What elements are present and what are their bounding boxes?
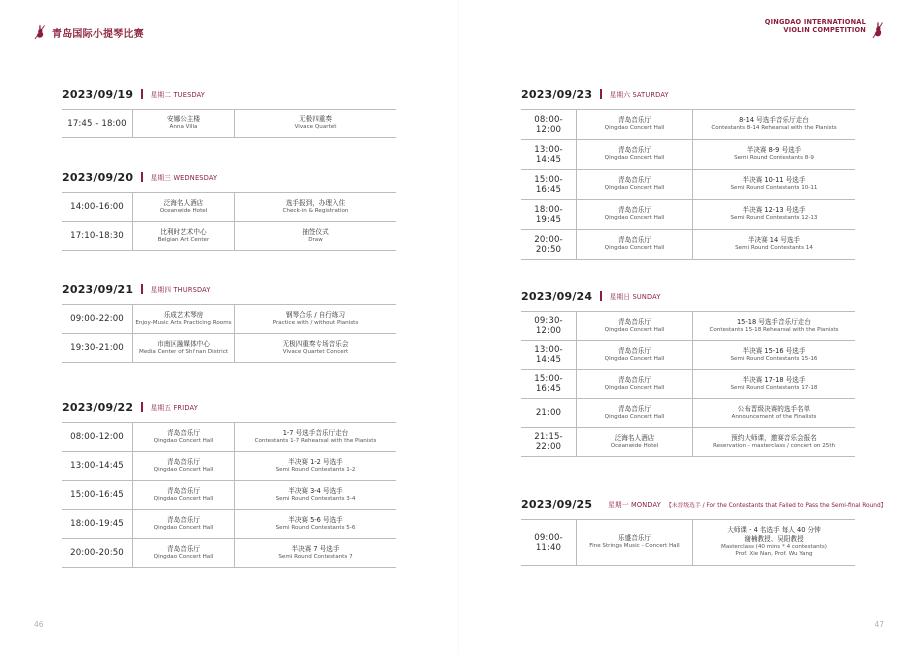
event-cn: 8-14 号选手音乐厅走台 (739, 116, 809, 125)
venue-en: Qingdao Concert Hall (604, 326, 665, 333)
time-cell (62, 481, 132, 509)
day-block-0925 (521, 496, 887, 566)
table-row (62, 510, 396, 539)
venue-cn: 青岛音乐厅 (618, 375, 651, 384)
table-row (62, 481, 396, 510)
violin-logo-icon (34, 24, 46, 40)
event-cell (692, 370, 855, 398)
divider (600, 291, 602, 301)
event-cn: 半决赛 15-16 号选手 (742, 346, 806, 355)
event-cell (234, 222, 396, 250)
schedule-table (62, 192, 396, 251)
venue-cn: 乐成艺术琴房 (163, 310, 204, 319)
event-cn: 抽签仪式 (302, 227, 329, 236)
venue-en: Qingdao Concert Hall (604, 384, 665, 391)
venue-cn: 青岛音乐厅 (167, 544, 200, 553)
event-en: Masterclass (40 mins * 4 contestants) (721, 543, 827, 550)
venue-cn: 青岛音乐厅 (618, 346, 651, 355)
venue-en: Qingdao Concert Hall (604, 185, 665, 192)
table-row (521, 200, 855, 230)
event-cn: 半决赛 1-2 号选手 (288, 457, 343, 466)
venue-cell (576, 200, 692, 229)
table-row (521, 370, 855, 399)
day-block-0923 (521, 86, 855, 260)
event-cn-secondary: 谢楠教授、吴阳教授 (744, 534, 804, 543)
venue-cell (132, 452, 234, 480)
time-text: 20:00-20:50 (534, 234, 563, 255)
time-text: 18:00-19:45 (70, 519, 124, 529)
event-cell (692, 230, 855, 259)
venue-cell (132, 539, 234, 567)
day-block-0919 (62, 86, 396, 138)
time-text: 08:00-12:00 (534, 114, 563, 135)
time-cell (62, 452, 132, 480)
schedule-table (521, 519, 855, 566)
table-row (521, 428, 855, 457)
venue-en: Enjoy-Music Arts Practicing Rooms (135, 319, 232, 326)
venue-cn: 青岛音乐厅 (618, 116, 651, 125)
event-cn: 半决赛 10-11 号选手 (742, 176, 806, 185)
event-cell (234, 423, 396, 451)
day-date: 2023/09/25 (521, 497, 593, 511)
venue-cn: 乐盛音乐厅 (618, 534, 651, 543)
day-date: 2023/09/19 (62, 87, 134, 101)
divider (141, 284, 143, 294)
venue-en: Qingdao Concert Hall (604, 413, 665, 420)
day-date: 2023/09/22 (62, 400, 134, 414)
time-text: 15:00-16:45 (70, 490, 124, 500)
event-cell (692, 520, 855, 565)
day-weekday: 星期五 FRIDAY (150, 404, 198, 412)
day-weekday: 星期二 TUESDAY (150, 91, 206, 99)
time-cell (521, 399, 576, 427)
event-en: Semi Round Contestants 7 (278, 553, 353, 560)
venue-en: Belgian Art Center (157, 236, 210, 243)
venue-cell (132, 481, 234, 509)
event-cn: 15-18 号选手音乐厅走台 (736, 317, 811, 326)
venue-cn: 青岛音乐厅 (618, 206, 651, 215)
brand-header-left (34, 24, 144, 40)
venue-en: Qingdao Concert Hall (153, 437, 214, 444)
day-weekday: 星期六 SATURDAY (609, 91, 669, 99)
header-title-line: QINGDAO INTERNATIONAL (764, 18, 866, 26)
time-text: 20:00-20:50 (70, 548, 124, 558)
time-cell (521, 230, 576, 259)
event-en: Draw (308, 236, 323, 243)
divider (141, 402, 143, 412)
venue-cn: 青岛音乐厅 (618, 317, 651, 326)
venue-en: Qingdao Concert Hall (153, 466, 214, 473)
brand-header-right (765, 18, 884, 39)
event-cell (234, 510, 396, 538)
event-en-secondary: Prof. Xie Nan, Prof. Wu Yang (735, 551, 813, 558)
event-en: Semi Round Contestants 10-11 (730, 185, 818, 192)
time-text: 13:00-14:45 (534, 345, 563, 365)
venue-en: Qingdao Concert Hall (153, 553, 214, 560)
venue-cn: 泛海名人酒店 (163, 198, 204, 207)
venue-en: Qingdao Concert Hall (604, 215, 665, 222)
event-en: Practice with / without Pianists (272, 319, 359, 326)
page-number: 47 (874, 620, 884, 629)
schedule-table (521, 109, 855, 260)
venue-cn: 青岛音乐厅 (618, 236, 651, 245)
time-cell (521, 520, 576, 565)
venue-cell (576, 230, 692, 259)
time-text: 14:00-16:00 (70, 202, 124, 212)
event-cn: 半决赛 14 号选手 (747, 236, 801, 245)
time-text: 17:10-18:30 (70, 231, 124, 241)
day-date: 2023/09/21 (62, 282, 134, 296)
time-cell (521, 341, 576, 369)
day-date: 2023/09/24 (521, 289, 593, 303)
table-row (521, 230, 855, 260)
time-cell (62, 539, 132, 567)
event-en: Contestants 8-14 Rehearsal with the Pianists (711, 125, 837, 132)
event-cn: 无极四重奏专场音乐会 (282, 339, 349, 348)
table-row (521, 170, 855, 200)
venue-en: Qingdao Concert Hall (604, 125, 665, 132)
event-en: Vivace Quartet (294, 124, 337, 131)
time-cell (62, 510, 132, 538)
time-cell (62, 334, 132, 362)
time-text: 13:00-14:45 (70, 461, 124, 471)
day-block-0920 (62, 169, 396, 251)
right-page (459, 0, 918, 653)
event-cn: 公布晋级决赛的选手名单 (737, 404, 811, 413)
event-cn: 大师课 - 4 名选手 每人 40 分钟 (727, 526, 821, 535)
event-cell (234, 481, 396, 509)
schedule-table (62, 422, 396, 568)
event-cell (234, 193, 396, 221)
event-cn: 半决赛 5-6 号选手 (288, 515, 343, 524)
table-row (62, 222, 396, 251)
table-row (62, 110, 396, 138)
venue-en: Media Center of Shi'nan District (139, 348, 228, 355)
table-row (62, 423, 396, 452)
event-en: Semi Round Contestants 12-13 (730, 215, 818, 222)
day-block-0924 (521, 288, 855, 457)
day-block-0922 (62, 399, 396, 568)
venue-cn: 青岛音乐厅 (618, 176, 651, 185)
time-cell (521, 110, 576, 139)
time-text: 09:00-22:00 (70, 314, 124, 324)
event-cn: 选手报到，办理入住 (285, 198, 346, 207)
venue-cell (576, 170, 692, 199)
venue-cell (576, 312, 692, 340)
table-row (521, 341, 855, 370)
event-cn: 半决赛 17-18 号选手 (742, 375, 806, 384)
header-title-left: 青岛国际小提琴比赛 (52, 28, 144, 40)
day-weekday: 星期日 SUNDAY (609, 293, 661, 301)
venue-en: Qingdao Concert Hall (604, 155, 665, 162)
table-row (521, 520, 855, 566)
venue-en: Anna Villa (169, 124, 198, 131)
violin-logo-icon (872, 21, 884, 39)
event-en: Contestants 15-18 Rehearsal with the Pianists (709, 326, 839, 333)
table-row (521, 399, 855, 428)
event-cell (692, 200, 855, 229)
header-title-right (765, 18, 866, 34)
time-cell (521, 200, 576, 229)
event-en: Semi Round Contestants 8-9 (734, 155, 814, 162)
time-cell (62, 305, 132, 333)
day-block-0921 (62, 281, 396, 363)
event-en: Announcement of the Finalists (731, 413, 817, 420)
venue-cn: 青岛音乐厅 (167, 486, 200, 495)
event-en: Vivace Quartet Concert (282, 348, 349, 355)
header-title-line: VIOLIN COMPETITION (783, 26, 866, 35)
time-text: 21:00 (535, 408, 562, 418)
table-row (521, 312, 855, 341)
event-cn: 预约大师课，邀赛音乐会报名 (731, 433, 817, 442)
time-cell (521, 312, 576, 340)
venue-cell (132, 222, 234, 250)
event-cell (692, 428, 855, 456)
venue-cn: 青岛音乐厅 (167, 515, 200, 524)
time-text: 21:15-22:00 (534, 432, 563, 452)
time-text: 08:00-12:00 (70, 432, 124, 442)
event-cell (234, 305, 396, 333)
event-en: Semi Round Contestants 5-6 (275, 524, 356, 531)
venue-cn: 市南区融媒体中心 (157, 339, 210, 348)
time-text: 17:45 - 18:00 (67, 118, 127, 129)
day-weekday: 星期四 THURSDAY (150, 286, 211, 294)
table-row (62, 193, 396, 222)
venue-cn: 青岛音乐厅 (618, 404, 651, 413)
venue-cell (576, 428, 692, 456)
event-cn: 无极四重奏 (299, 115, 332, 124)
day-date: 2023/09/23 (521, 87, 593, 101)
venue-cell (132, 110, 234, 137)
event-en: Semi Round Contestants 3-4 (275, 495, 356, 502)
time-text: 09:30-12:00 (534, 316, 563, 336)
schedule-table (521, 311, 855, 457)
venue-cell (132, 334, 234, 362)
event-cell (234, 452, 396, 480)
time-text: 18:00-19:45 (534, 204, 563, 225)
event-en: Check-in & Registration (282, 207, 349, 214)
venue-cn: 青岛音乐厅 (167, 428, 200, 437)
event-en: Semi Round Contestants 1-2 (275, 466, 356, 473)
event-cn: 半决赛 7 号选手 (291, 544, 340, 553)
time-cell (62, 110, 132, 137)
venue-en: Qingdao Concert Hall (604, 245, 665, 252)
time-cell (62, 222, 132, 250)
time-text: 15:00-16:45 (534, 374, 563, 394)
time-text: 15:00-16:45 (534, 174, 563, 195)
page-number: 46 (34, 620, 44, 629)
time-cell (521, 370, 576, 398)
time-cell (62, 193, 132, 221)
venue-cell (576, 520, 692, 565)
time-text: 13:00-14:45 (534, 144, 563, 165)
day-note: 【未晋级选手 / For the Contestants that Failed to Pass the Semi-final Round】 (665, 502, 887, 509)
day-weekday: 星期一 MONDAY (608, 501, 661, 509)
event-cn: 半决赛 12-13 号选手 (742, 206, 806, 215)
event-en: Semi Round Contestants 17-18 (730, 384, 818, 391)
venue-en: Oceanwide Hotel (610, 442, 659, 449)
divider (600, 89, 602, 99)
divider (141, 172, 143, 182)
venue-cell (576, 399, 692, 427)
event-cell (234, 110, 396, 137)
venue-en: Qingdao Concert Hall (604, 355, 665, 362)
event-en: Semi Round Contestants 15-16 (730, 355, 818, 362)
day-date: 2023/09/20 (62, 170, 134, 184)
time-cell (521, 140, 576, 169)
event-cn: 钢琴合乐 / 自行练习 (285, 310, 346, 319)
venue-cell (576, 140, 692, 169)
venue-en: Qingdao Concert Hall (153, 495, 214, 502)
venue-cn: 泛海名人酒店 (614, 433, 655, 442)
event-cn: 半决赛 8-9 号选手 (746, 146, 802, 155)
venue-cell (576, 110, 692, 139)
schedule-table (62, 109, 396, 138)
venue-cn: 比利时艺术中心 (160, 227, 207, 236)
event-cn: 半决赛 3-4 号选手 (288, 486, 343, 495)
event-en: Reservation - masterclass / concert on 25th (712, 442, 836, 449)
event-en: Semi Round Contestants 14 (735, 245, 813, 252)
day-weekday: 星期三 WEDNESDAY (150, 174, 218, 182)
event-en: Contestants 1-7 Rehearsal with the Pianists (254, 437, 377, 444)
table-row (62, 539, 396, 568)
time-cell (521, 170, 576, 199)
time-cell (62, 423, 132, 451)
time-text: 19:30-21:00 (70, 343, 124, 353)
event-cn: 1-7 号选手音乐厅走台 (282, 428, 349, 437)
event-cell (692, 341, 855, 369)
time-text: 09:00-11:40 (534, 532, 563, 553)
venue-en: Oceanwide Hotel (159, 207, 208, 214)
venue-cell (132, 193, 234, 221)
table-row (62, 452, 396, 481)
table-row (521, 140, 855, 170)
venue-cn: 青岛音乐厅 (167, 457, 200, 466)
event-cell (692, 170, 855, 199)
event-cell (692, 140, 855, 169)
event-cell (692, 399, 855, 427)
venue-en: Qingdao Concert Hall (153, 524, 214, 531)
event-cell (692, 110, 855, 139)
venue-cell (132, 305, 234, 333)
venue-cell (132, 423, 234, 451)
venue-cell (576, 370, 692, 398)
divider (141, 89, 143, 99)
venue-cell (132, 510, 234, 538)
event-cell (234, 539, 396, 567)
event-cell (692, 312, 855, 340)
venue-cn: 青岛音乐厅 (618, 146, 651, 155)
event-cell (234, 334, 396, 362)
table-row (521, 110, 855, 140)
venue-en: Fine Strings Music - Concert Hall (589, 543, 680, 550)
schedule-table (62, 304, 396, 363)
venue-cn: 安娜公主楼 (167, 115, 200, 124)
venue-cell (576, 341, 692, 369)
table-row (62, 305, 396, 334)
table-row (62, 334, 396, 363)
time-cell (521, 428, 576, 456)
